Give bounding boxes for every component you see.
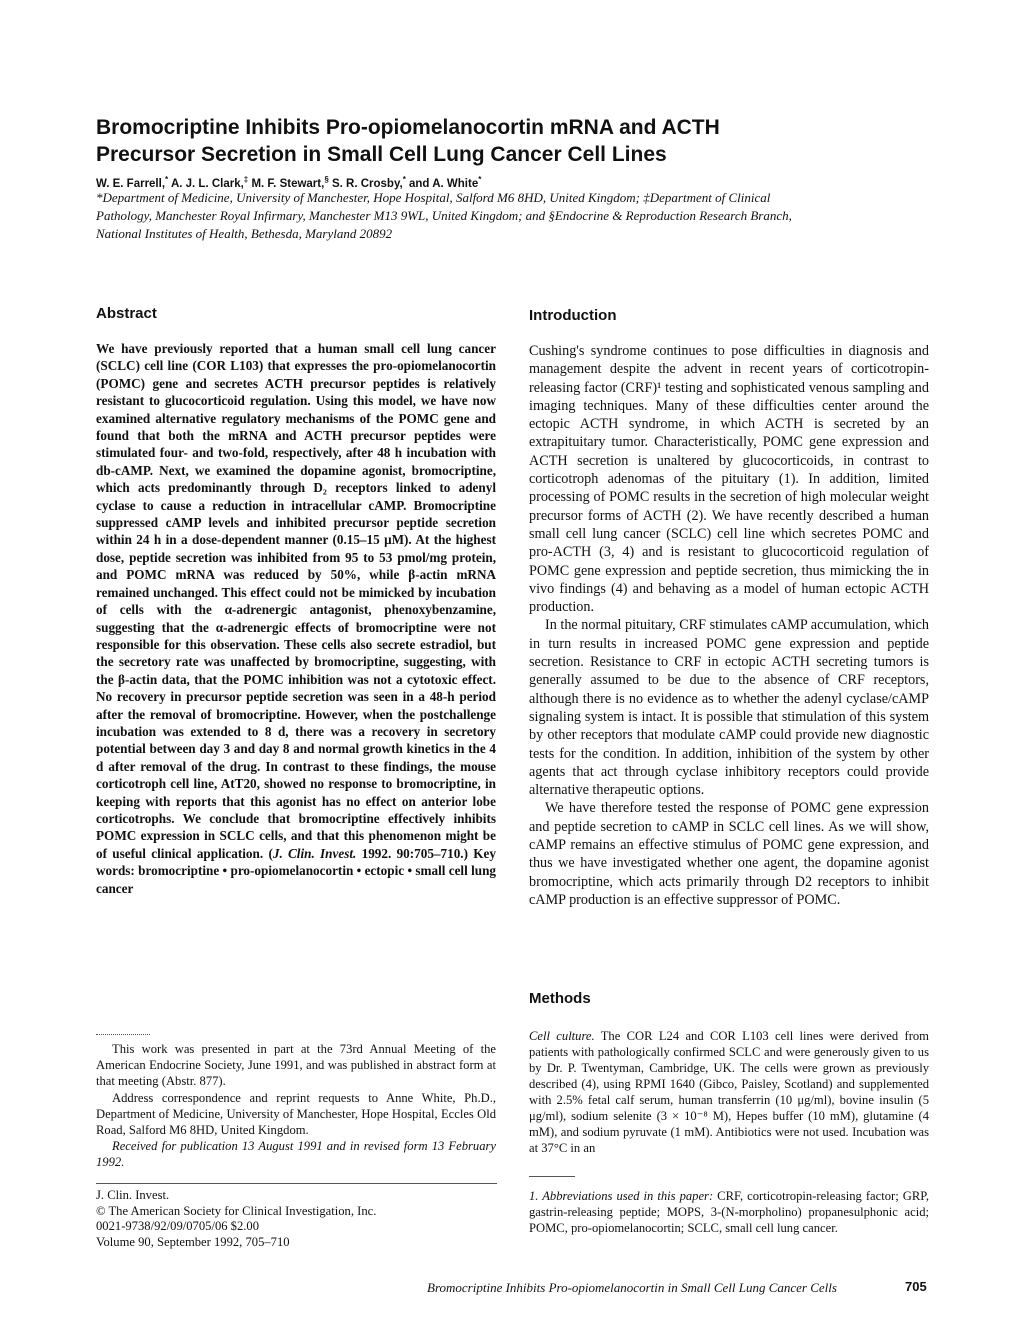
keyword: ectopic [364,863,405,879]
abstract-body: We have previously reported that a human small cell lung cancer (SCLC) cell line (COR L103) that expresses the pro-opiomelanocortin (POMC) gene and secretes ACTH precursor peptides is relatively resistant to glucocorticoid regulation. Using this model, we have now examined alternative regulatory mechanisms of the POMC gene and found that both the mRNA and ACTH precursor peptides were stimulated four- and two-fold, respectively, after 48 h incubation with db-cAMP. Next, we examined the dopamine agonist, bromocriptine, which acts predominantly through D₂ receptors linked to adenyl cyclase to cause a reduction in intracellular cAMP. Bromocriptine suppressed cAMP levels and inhibited precursor peptide secretion within 24 h in a dose-dependent manner (0.15–15 μM). At the highest dose, peptide secretion was inhibited from 95 to 53 pmol/mg protein, and POMC mRNA was reduced by 50%, while β-actin mRNA remained unchanged. This effect could not be mimicked by incubation of cells with the α-adrenergic antagonist, phenoxybenzamine, suggesting that the α-adrenergic effects of bromocriptine were not responsible for this observation. These cells also secrete estradiol, but the secretory rate was unaffected by bromocriptine, suggesting, with the β-actin data, that the POMC inhibition was not a cytotoxic effect. No recovery in precursor peptide secretion was seen in a 48-h period after the removal of bromocriptine. However, when the postchallenge incubation was extended to 8 d, there was a recovery in secretory potential between day 3 and day 8 and normal growth kinetics in the 4 d after removal of the drug. In contrast to these findings, the mouse corticotroph cell line, AtT20, showed no response to bromocriptine, in keeping with reports that this agonist has no effect on anterior lobe corticotrophs. We conclude that bromocriptine effectively inhibits POMC expression in SCLC cells, and that this phenomenon might be of useful clinical application. [96,341,496,861]
affiliation-line-2: Pathology, Manchester Royal Infirmary, Manchester M13 9WL, United Kingdom; and §Endocrine & Reproduction Research Branch, [96,208,792,223]
introduction-paragraph: In the normal pituitary, CRF stimulates cAMP accumulation, which in turn results in increased POMC gene expression and peptide secretion. Resistance to CRF in ectopic ACTH secreting tumors is generally assumed to be due to the absence of CRF receptors, although there is no evidence as to whether the adenyl cyclase/cAMP signaling system is intact. It is possible that stimulation of this system by other receptors that modulate cAMP could provide new diagnostic tests for the condition. In addition, inhibition of the system by other agents that act through cyclase inhibitory receptors could provide alternative therapeutic options. [529,617,929,799]
keyword-separator: • [222,863,228,879]
abstract-text [96,340,496,897]
methods-heading: Methods [529,990,591,1007]
author-affiliation-mark: * [478,175,482,184]
page-number: 705 [905,1279,927,1294]
keywords-label: Key words: [96,845,496,879]
journal-info [96,1188,496,1250]
issn-price: 0021-9738/92/09/0705/06 $2.00 [96,1219,260,1233]
keyword-separator: • [356,863,362,879]
methods-body: The COR L24 and COR L103 cell lines were derived from patients with pathologically confirmed SCLC and were generously given to us by Dr. P. Twentyman, Cambridge, UK. The cells were grown as previously described (4), using RPMI 1640 (Gibco, Paisley, Scotland) and supplemented with 2.5% fetal calf serum, human transferrin (10 μg/ml), bovine insulin (5 μg/ml), sodium selenite (3 × 10⁻⁸ M), Hepes buffer (10 mM), glutamine (4 mM), and sodium pyruvate (1 mM). Antibiotics were not used. Incubation was at 37°C in an [529,1029,929,1155]
article-notes [96,1041,496,1171]
received-note: Received for publication 13 August 1991 and in revised form 13 February 1992. [96,1139,496,1170]
keyword-separator: • [407,863,413,879]
introduction-text [529,342,929,909]
running-head: Bromocriptine Inhibits Pro-opiomelanocortin in Small Cell Lung Cancer Cells [427,1280,837,1295]
introduction-heading: Introduction [529,307,617,324]
journal-info-divider [96,1183,497,1184]
author-name: and A. White [409,177,479,190]
author-name: A. J. L. Clark, [170,177,244,190]
footnote-divider [529,1176,575,1177]
volume-pages: Volume 90, September 1992, 705–710 [96,1234,290,1249]
introduction-paragraph: We have therefore tested the response of POMC gene expression and peptide secretion to cAMP in SCLC cell lines. As we will show, cAMP remains an effective stimulus of POMC gene expression, and thus we have investigated whether one agent, the dopamine agonist bromocriptine, which acts primarily through D2 receptors to inhibit cAMP production is an effective suppressor of POMC. [529,800,929,908]
presentation-note: This work was presented in part at the 73rd Annual Meeting of the American Endocrine Society, June 1991, and was published in abstract form at that meeting (Abstr. 877). [96,1042,496,1089]
subsection-label: Cell culture. [529,1029,595,1043]
notes-divider [96,1034,150,1035]
author-name: S. R. Crosby, [331,177,403,190]
title-line-1: Bromocriptine Inhibits Pro-opiomelanocortin mRNA and ACTH [96,116,720,139]
article-title [96,114,936,168]
footnote-text: CRF, corticotropin-releasing factor; GRP, gastrin-releasing peptide; MOPS, 3-(N-morpholino) propanesulphonic acid; POMC, pro-opiomelanocortin; SCLC, small cell lung cancer. [529,1189,929,1235]
author-list [96,175,481,190]
author-affiliation-mark: * [402,175,406,184]
methods-text [529,1028,929,1156]
author-name: W. E. Farrell, [96,177,166,190]
footnote [529,1188,929,1236]
keyword: pro-opiomelanocortin [230,863,354,879]
keyword: small cell lung cancer [96,863,496,896]
correspondence-note: Address correspondence and reprint requests to Anne White, Ph.D., Department of Medicine, University of Manchester, Hope Hospital, Eccles Old Road, Salford M6 8HD, United Kingdom. [96,1090,496,1138]
introduction-paragraph: Cushing's syndrome continues to pose difficulties in diagnosis and management despite the advent in recent years of corticotropin-releasing factor (CRF)¹ testing and sophisticated venous sampling and imaging techniques. Many of these difficulties center around the ectopic ACTH syndrome, in which ACTH is secreted by an extrapituitary tumor. Characteristically, POMC gene expression and ACTH secretion is unaltered by glucocorticoids, in contrast to corticotroph adenomas of the pituitary (1). In addition, limited processing of POMC results in the secretion of high molecular weight precursor forms of ACTH (2). We have recently described a human small cell lung cancer (SCLC) cell line which secretes POMC and pro-ACTH (3, 4) and is resistant to glucocorticoid regulation of POMC gene expression and peptide secretion, thus mimicking the in vivo findings (4) and behaving as a model of human ectopic ACTH production. [529,343,929,616]
abstract-heading: Abstract [96,305,157,322]
footnote-label: 1. Abbreviations used in this paper: [529,1189,714,1203]
affiliation-line-3: National Institutes of Health, Bethesda, Maryland 20892 [96,226,393,241]
citation-open: ( [263,845,273,861]
copyright: © The American Society for Clinical Investigation, Inc. [96,1203,377,1218]
affiliations [96,189,936,243]
author-affiliation-mark: ‡ [243,175,249,184]
citation-details: 1992. 90:705–710.) [356,845,468,861]
keyword: bromocriptine [138,863,220,879]
affiliation-line-1: *Department of Medicine, University of Manchester, Hope Hospital, Salford M6 8HD, United Kingdom; ‡Department of Clinical [96,190,771,205]
author-name: M. F. Stewart, [251,177,325,190]
citation-journal: J. Clin. Invest. [272,845,357,861]
author-affiliation-mark: * [165,175,169,184]
journal-name: J. Clin. Invest. [96,1188,170,1202]
title-line-2: Precursor Secretion in Small Cell Lung Cancer Cell Lines [96,143,667,166]
author-affiliation-mark: § [324,175,329,184]
